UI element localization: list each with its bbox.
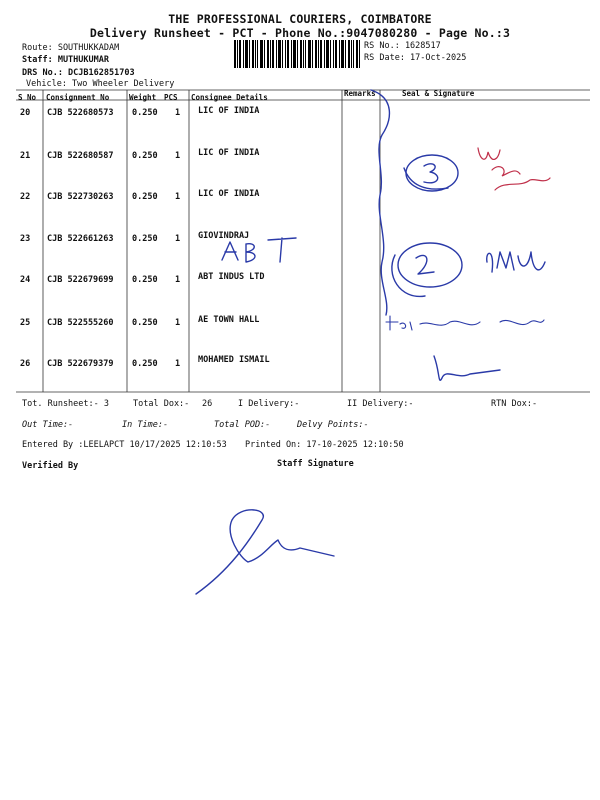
row-consignee: LIC OF INDIA — [198, 189, 260, 199]
row-weight: 0.250 — [132, 192, 158, 202]
rtn-dox: RTN Dox:- — [491, 399, 538, 409]
col-header-remarks: Remarks — [344, 89, 376, 98]
row-weight: 0.250 — [132, 234, 158, 244]
row-consignee: GIOVINDRAJ — [198, 231, 250, 241]
row-pcs: 1 — [175, 151, 181, 161]
row-sno: 23 — [20, 234, 31, 244]
row-consignee: AE TOWN HALL — [198, 315, 260, 325]
col-header-sno: S No — [18, 93, 37, 102]
i-delivery: I Delivery:- — [238, 399, 300, 409]
row-consignment: CJB 522679699 — [47, 275, 114, 285]
row-weight: 0.250 — [132, 359, 158, 369]
ii-delivery: II Delivery:- — [347, 399, 414, 409]
row-consignee: ABT INDUS LTD — [198, 272, 265, 282]
staff-signature-label: Staff Signature — [277, 459, 354, 469]
row-sno: 26 — [20, 359, 31, 369]
delvy-points: Delvy Points:- — [297, 420, 369, 430]
out-time: Out Time:- — [22, 420, 74, 430]
row-pcs: 1 — [175, 318, 181, 328]
row-weight: 0.250 — [132, 108, 158, 118]
total-dox-label: Total Dox:- — [133, 399, 190, 409]
row-sno: 25 — [20, 318, 31, 328]
total-runsheet: Tot. Runsheet:- 3 — [22, 399, 109, 409]
total-dox-value: 26 — [202, 399, 213, 409]
row-consignee: LIC OF INDIA — [198, 106, 260, 116]
row-consignee: MOHAMED ISMAIL — [198, 355, 270, 365]
col-header-pcs: PCS — [164, 93, 178, 102]
in-time: In Time:- — [122, 420, 169, 430]
entered-by: Entered By :LEELAPCT 10/17/2025 12:10:53 — [22, 440, 227, 450]
row-sno: 20 — [20, 108, 31, 118]
staff-label: Staff: MUTHUKUMAR — [22, 55, 109, 65]
runsheet-subtitle: Delivery Runsheet - PCT - Phone No.:9047080280 - Page No.:3 — [89, 26, 511, 40]
col-header-seal-signature: Seal & Signature — [402, 89, 475, 98]
row-sno: 21 — [20, 151, 31, 161]
row-sno: 24 — [20, 275, 31, 285]
rs-date: RS Date: 17-Oct-2025 — [364, 53, 467, 63]
row-pcs: 1 — [175, 359, 181, 369]
row-sno: 22 — [20, 192, 31, 202]
drs-number: DRS No.: DCJB162851703 — [22, 68, 135, 78]
row-pcs: 1 — [175, 275, 181, 285]
vehicle-label: Vehicle: Two Wheeler Delivery — [26, 79, 175, 89]
rs-number: RS No.: 1628517 — [364, 41, 441, 51]
row-consignment: CJB 522661263 — [47, 234, 114, 244]
row-consignment: CJB 522730263 — [47, 192, 114, 202]
row-pcs: 1 — [175, 192, 181, 202]
company-title: THE PROFESSIONAL COURIERS, COIMBATORE — [168, 12, 432, 26]
printed-on: Printed On: 17-10-2025 12:10:50 — [245, 440, 404, 450]
route-label: Route: SOUTHUKKADAM — [22, 43, 120, 53]
col-header-consignment: Consignment No — [46, 93, 110, 102]
col-header-weight: Weight — [129, 93, 157, 102]
total-pod: Total POD:- — [214, 420, 271, 430]
row-weight: 0.250 — [132, 151, 158, 161]
row-consignment: CJB 522679379 — [47, 359, 114, 369]
col-header-consignee: Consignee Details — [191, 93, 268, 102]
row-pcs: 1 — [175, 108, 181, 118]
staff-signature-scribble — [196, 510, 334, 594]
row-consignment: CJB 522680573 — [47, 108, 114, 118]
row-pcs: 1 — [175, 234, 181, 244]
row-consignment: CJB 522555260 — [47, 318, 114, 328]
row-weight: 0.250 — [132, 275, 158, 285]
row-consignee: LIC OF INDIA — [198, 148, 260, 158]
verified-by: Verified By — [22, 461, 79, 471]
row-weight: 0.250 — [132, 318, 158, 328]
row-consignment: CJB 522680587 — [47, 151, 114, 161]
